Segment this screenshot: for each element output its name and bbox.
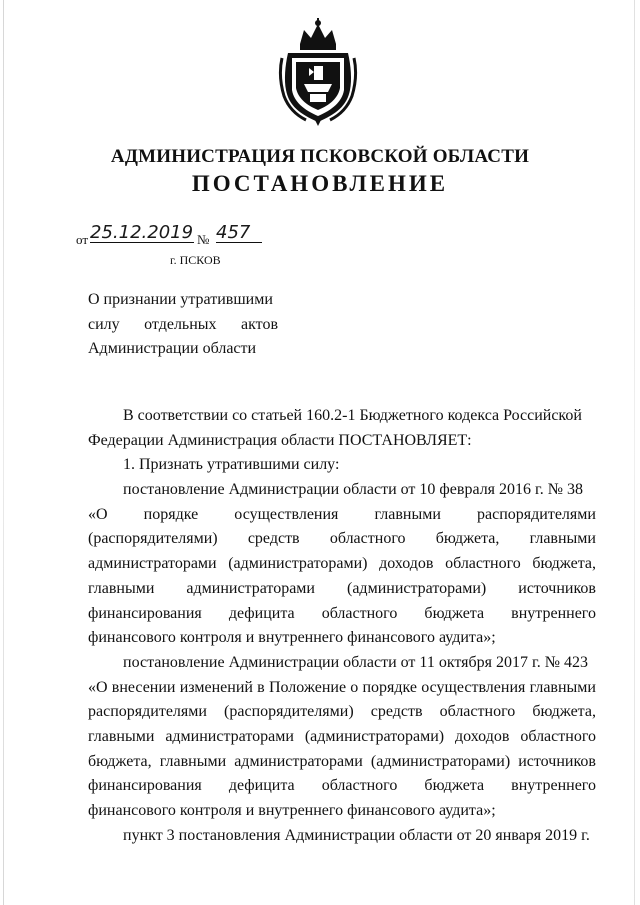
document-body — [88, 404, 596, 848]
body-word: источников — [518, 579, 596, 597]
scan-edge-left — [3, 0, 4, 905]
title-word: силу — [88, 315, 120, 333]
body-word: бюджета, — [435, 530, 500, 548]
body-word: областного — [445, 555, 521, 573]
body-line — [88, 700, 596, 725]
title-word: отдельных — [144, 315, 217, 333]
body-word: (администраторами) — [370, 752, 511, 770]
scan-edge-right — [634, 0, 635, 905]
body-word: бюджета, — [532, 555, 596, 573]
body-line — [88, 774, 596, 799]
body-line: финансового контроля и внутреннего финансового аудита»; — [88, 802, 496, 819]
body-line — [88, 725, 596, 750]
body-word: Положение — [268, 678, 347, 696]
body-word: главными — [529, 530, 596, 548]
body-word: осуществления — [234, 505, 339, 523]
body-line: постановление Администрации области от 10 февраля 2016 г. № 38 — [123, 481, 584, 499]
body-word: изменений — [179, 678, 253, 696]
body-word: (администраторами) — [304, 727, 445, 745]
body-word: распорядителями — [88, 703, 207, 721]
body-word: осуществления — [421, 678, 526, 696]
issuing-authority: АДМИНИСТРАЦИЯ ПСКОВСКОЙ ОБЛАСТИ — [110, 146, 530, 167]
document-title — [88, 288, 278, 362]
body-word: в — [257, 678, 265, 696]
body-word: областного — [329, 530, 406, 548]
body-word: доходов — [379, 555, 434, 573]
number-prefix: № — [197, 232, 210, 247]
handwritten-number: 457 — [216, 222, 262, 243]
body-word: финансирования — [88, 604, 202, 622]
body-line: Федерации Администрация области ПОСТАНОВЛЯЕТ: — [88, 431, 472, 449]
body-word: средств — [370, 703, 423, 721]
body-line: пункт 3 постановления Администрации области от 20 января 2019 г. — [123, 826, 590, 844]
pskov-coat-of-arms-icon — [278, 18, 358, 128]
title-line: Администрации области — [88, 340, 257, 357]
body-word: администраторами — [88, 555, 217, 573]
body-word: администраторами — [234, 752, 363, 770]
document-type: ПОСТАНОВЛЕНИЕ — [191, 171, 449, 196]
body-word: (администраторами) — [228, 555, 368, 573]
body-line: В соответствии со статьей 160.2-1 Бюджетного кодекса Российской — [123, 407, 582, 424]
body-word: дефицита — [228, 604, 295, 622]
body-word: областного — [321, 604, 398, 622]
body-word: (распорядителями) — [88, 530, 218, 548]
body-word: внутреннего — [511, 604, 596, 622]
body-word: администраторами — [186, 579, 315, 597]
city-label: г. ПСКОВ — [170, 253, 221, 267]
body-word: главными — [88, 727, 155, 745]
body-word: администраторами — [165, 727, 294, 745]
title-line: О признании утратившими — [88, 291, 273, 308]
title-word: актов — [241, 315, 278, 333]
body-word: (распорядителями) — [224, 703, 354, 721]
body-word: «О — [88, 678, 108, 696]
body-word: распорядителями — [477, 505, 596, 523]
body-word: порядке — [143, 505, 199, 523]
body-word: областного — [520, 727, 596, 745]
body-line — [88, 750, 596, 775]
body-word: финансирования — [88, 777, 202, 795]
body-line — [88, 552, 596, 577]
date-prefix: от — [76, 232, 89, 247]
body-word: главными — [529, 678, 596, 696]
body-line: постановление Администрации области от 11 октября 2017 г. № 423 — [123, 653, 589, 671]
body-line — [88, 527, 596, 552]
body-word: о — [350, 678, 359, 696]
body-word: внесении — [111, 678, 176, 696]
body-word: бюджета — [424, 777, 485, 795]
body-word: «О — [88, 505, 108, 523]
body-line: финансового контроля и внутреннего финансового аудита»; — [88, 629, 496, 647]
body-line: 1. Признать утратившими силу: — [123, 456, 340, 474]
body-word: (администраторами) — [347, 579, 487, 597]
body-word: средств — [247, 530, 300, 548]
body-word: источников — [518, 752, 596, 770]
body-word: бюджета, — [88, 752, 152, 770]
body-word: порядке — [362, 678, 418, 696]
body-word: главными — [88, 579, 155, 597]
body-word: дефицита — [228, 777, 295, 795]
body-word: бюджета — [424, 604, 485, 622]
body-word: областного — [321, 777, 398, 795]
body-word: доходов — [455, 727, 510, 745]
body-line — [88, 602, 596, 627]
body-word: внутреннего — [511, 777, 596, 795]
body-word: главными — [374, 505, 441, 523]
body-line — [88, 577, 596, 602]
body-word: областного — [439, 703, 516, 721]
title-line — [88, 313, 278, 338]
body-word: главными — [159, 752, 227, 770]
body-line — [88, 676, 596, 701]
body-word: бюджета, — [532, 703, 596, 721]
handwritten-date: 25.12.2019 — [90, 222, 194, 243]
body-line — [88, 503, 596, 528]
